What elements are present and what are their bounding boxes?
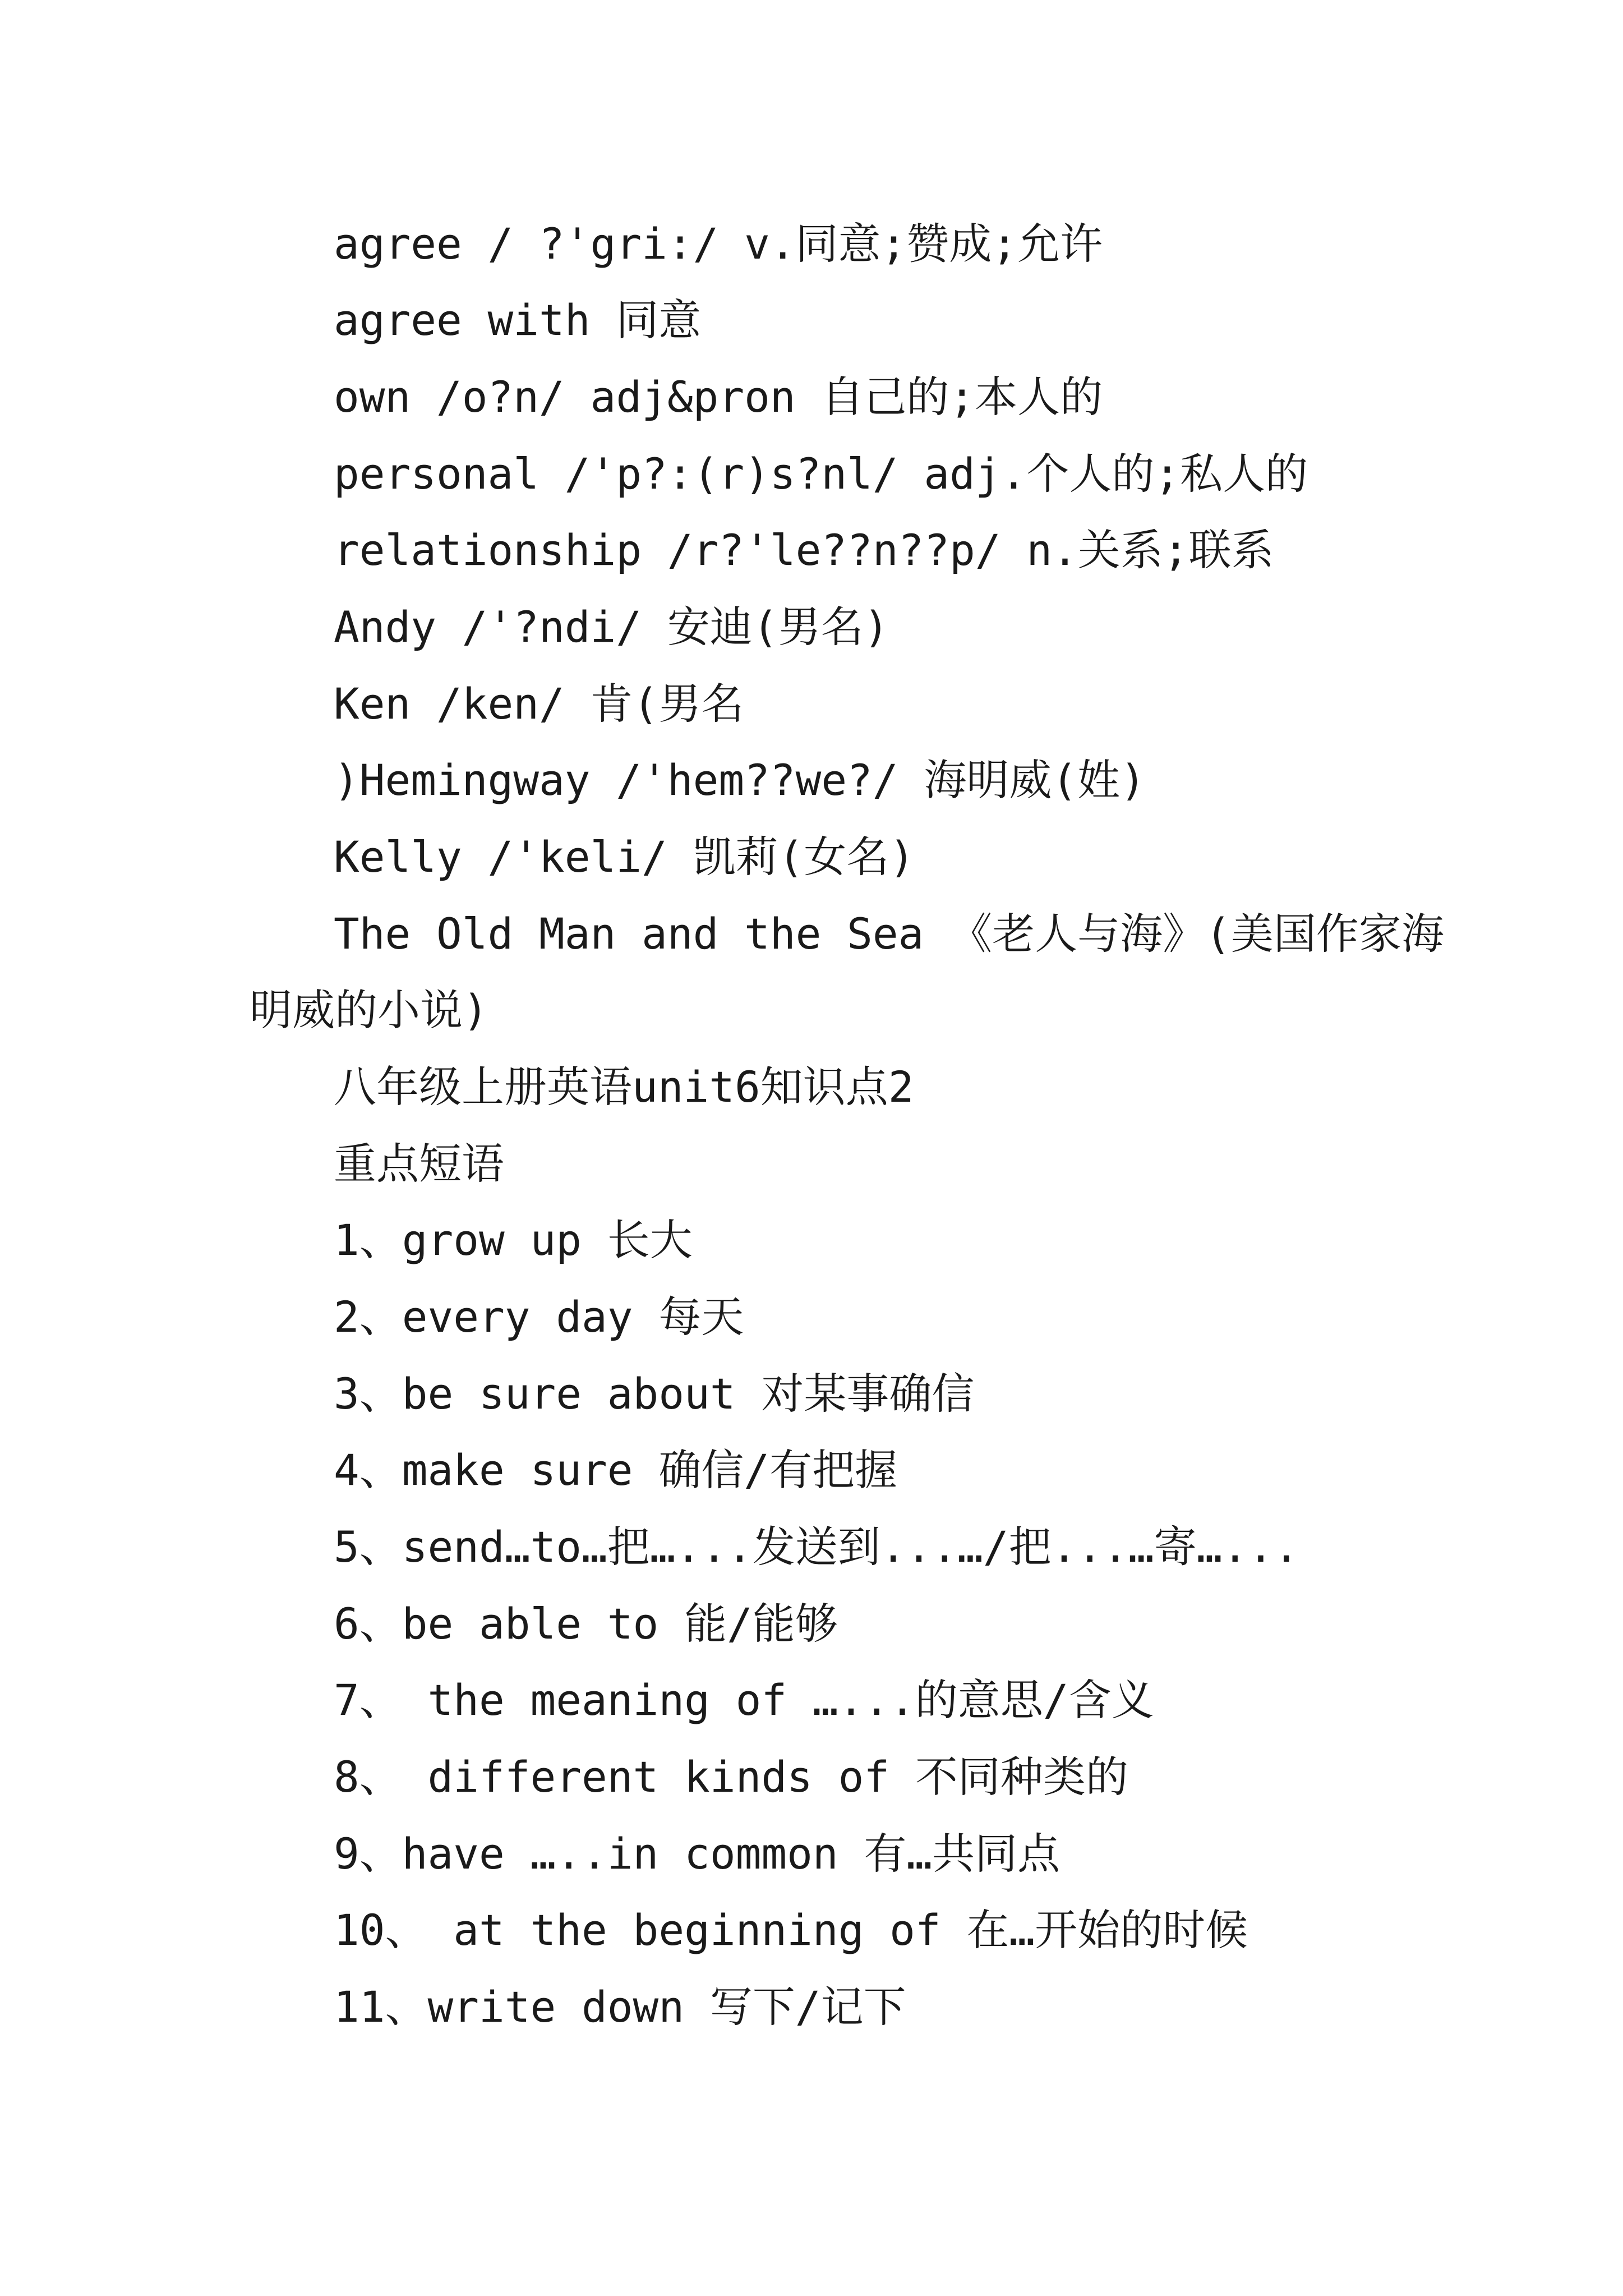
vocab-line-agree-with: agree with 同意 [334,295,702,345]
vocab-line-personal: personal /'p?:(r)s?nl/ adj.个人的;私人的 [334,449,1308,499]
phrase-item-1: 1、grow up 长大 [334,1215,693,1265]
vocab-line-old-man-sea-continued: 明威的小说) [250,985,488,1035]
phrase-item-10: 10、 at the beginning of 在…开始的时候 [334,1905,1248,1955]
vocab-line-ken: Ken /ken/ 肯(男名 [334,679,744,729]
phrase-item-5: 5、send…to…把…...发送到...…/把...…寄…... [334,1522,1299,1572]
phrase-item-9: 9、have …..in common 有…共同点 [334,1829,1061,1879]
vocab-line-own: own /o?n/ adj&pron 自己的;本人的 [334,372,1103,422]
phrase-item-7: 7、 the meaning of …...的意思/含义 [334,1675,1154,1725]
vocab-line-agree: agree / ?'gri:/ v.同意;赞成;允许 [334,219,1103,269]
vocab-line-old-man-sea: The Old Man and the Sea 《老人与海》(美国作家海 [334,909,1444,959]
vocab-line-hemingway: )Hemingway /'hem??we?/ 海明威(姓) [334,755,1146,805]
vocab-line-kelly: Kelly /'keli/ 凯莉(女名) [334,832,915,882]
subsection-heading: 重点短语 [334,1139,504,1189]
phrase-item-2: 2、every day 每天 [334,1292,744,1342]
vocab-line-relationship: relationship /r?'le??n??p/ n.关系;联系 [334,525,1274,575]
phrase-item-3: 3、be sure about 对某事确信 [334,1369,975,1419]
section-heading: 八年级上册英语unit6知识点2 [334,1062,914,1112]
phrase-item-6: 6、be able to 能/能够 [334,1599,838,1649]
phrase-item-11: 11、write down 写下/记下 [334,1982,906,2032]
phrase-item-4: 4、make sure 确信/有把握 [334,1445,898,1495]
phrase-item-8: 8、 different kinds of 不同种类的 [334,1752,1128,1802]
vocab-line-andy: Andy /'?ndi/ 安迪(男名) [334,602,889,652]
